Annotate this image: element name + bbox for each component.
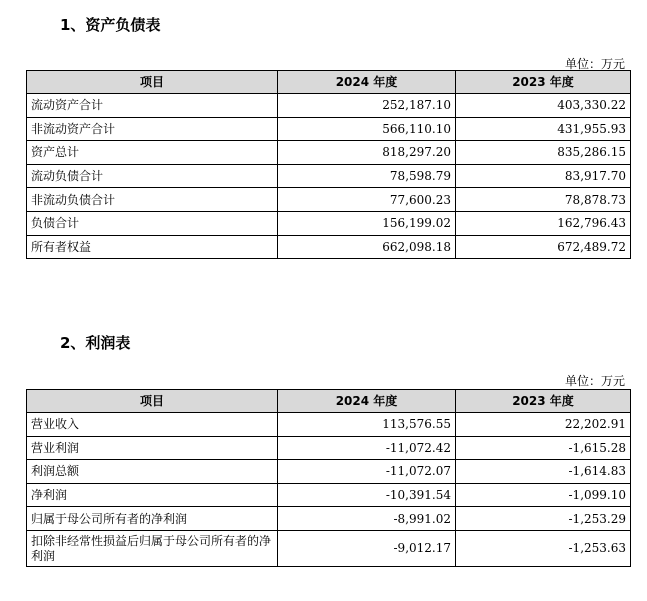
table-row xyxy=(27,460,631,484)
income-statement-table xyxy=(26,389,631,567)
value-2024: 156,199.02 xyxy=(278,211,456,235)
value-2023: 431,955.93 xyxy=(456,117,631,141)
header-item: 项目 xyxy=(27,390,278,413)
row-label: 扣除非经常性损益后归属于母公司所有者的净利润 xyxy=(27,530,278,566)
value-2024: -8,991.02 xyxy=(278,507,456,531)
table-row xyxy=(27,188,631,212)
row-label: 净利润 xyxy=(27,483,278,507)
value-2024: -11,072.42 xyxy=(278,436,456,460)
value-2023: 83,917.70 xyxy=(456,164,631,188)
row-label: 非流动负债合计 xyxy=(27,188,278,212)
income-statement-unit: 单位：万元 xyxy=(564,374,625,388)
row-label: 归属于母公司所有者的净利润 xyxy=(27,507,278,531)
income-statement-title: 2、利润表 xyxy=(60,334,131,352)
table-row xyxy=(27,117,631,141)
row-label: 负债合计 xyxy=(27,211,278,235)
header-2023: 2023 年度 xyxy=(456,390,631,413)
table-row xyxy=(27,483,631,507)
value-2024: 662,098.18 xyxy=(278,235,456,259)
table-row xyxy=(27,507,631,531)
value-2023: 162,796.43 xyxy=(456,211,631,235)
header-2023: 2023 年度 xyxy=(456,71,631,94)
value-2024: 252,187.10 xyxy=(278,94,456,118)
table-row xyxy=(27,413,631,437)
table-row xyxy=(27,141,631,165)
value-2024: 77,600.23 xyxy=(278,188,456,212)
row-label: 营业收入 xyxy=(27,413,278,437)
table-header-row xyxy=(27,390,631,413)
value-2024: 113,576.55 xyxy=(278,413,456,437)
header-item: 项目 xyxy=(27,71,278,94)
value-2024: -10,391.54 xyxy=(278,483,456,507)
value-2024: 78,598.79 xyxy=(278,164,456,188)
value-2024: -9,012.17 xyxy=(278,530,456,566)
value-2023: -1,253.29 xyxy=(456,507,631,531)
table-row xyxy=(27,530,631,566)
table-row xyxy=(27,164,631,188)
balance-sheet-title: 1、资产负债表 xyxy=(60,16,161,34)
table-row xyxy=(27,235,631,259)
balance-sheet-unit: 单位：万元 xyxy=(564,57,625,71)
row-label: 非流动资产合计 xyxy=(27,117,278,141)
table-row xyxy=(27,94,631,118)
table-row xyxy=(27,436,631,460)
value-2023: 78,878.73 xyxy=(456,188,631,212)
value-2024: 818,297.20 xyxy=(278,141,456,165)
row-label: 资产总计 xyxy=(27,141,278,165)
table-header-row xyxy=(27,71,631,94)
row-label: 流动资产合计 xyxy=(27,94,278,118)
row-label: 所有者权益 xyxy=(27,235,278,259)
value-2023: -1,253.63 xyxy=(456,530,631,566)
value-2023: 403,330.22 xyxy=(456,94,631,118)
row-label: 营业利润 xyxy=(27,436,278,460)
row-label: 利润总额 xyxy=(27,460,278,484)
value-2023: -1,615.28 xyxy=(456,436,631,460)
value-2024: -11,072.07 xyxy=(278,460,456,484)
value-2023: 22,202.91 xyxy=(456,413,631,437)
value-2023: -1,614.83 xyxy=(456,460,631,484)
value-2024: 566,110.10 xyxy=(278,117,456,141)
value-2023: 835,286.15 xyxy=(456,141,631,165)
row-label: 流动负债合计 xyxy=(27,164,278,188)
table-row xyxy=(27,211,631,235)
header-2024: 2024 年度 xyxy=(278,390,456,413)
value-2023: -1,099.10 xyxy=(456,483,631,507)
header-2024: 2024 年度 xyxy=(278,71,456,94)
value-2023: 672,489.72 xyxy=(456,235,631,259)
balance-sheet-table xyxy=(26,70,631,259)
